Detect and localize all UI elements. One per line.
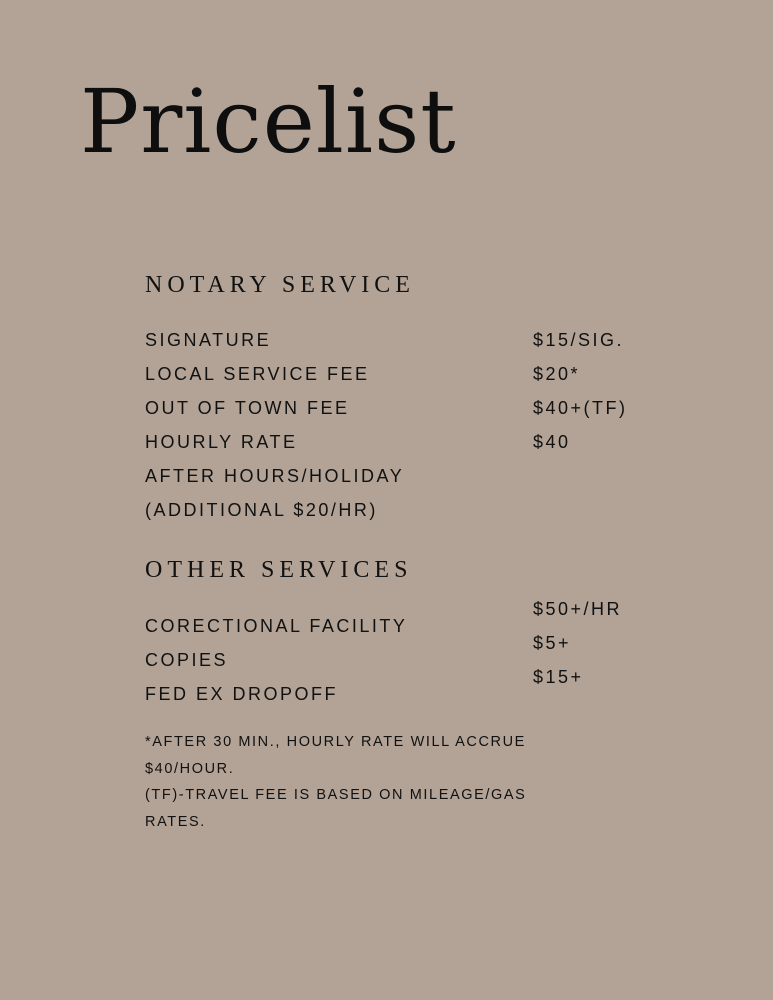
footnote-line-3: (TF)-TRAVEL FEE IS BASED ON MILEAGE/GAS	[145, 787, 527, 803]
notary-item-out-of-town-fee: OUT OF TOWN FEE	[145, 398, 350, 418]
other-price-correctional-facility: $50+/HR	[533, 599, 623, 619]
other-item-correctional-facility: CORECTIONAL FACILITY	[145, 616, 408, 636]
other-price-fedex-dropoff: $15+	[533, 667, 584, 687]
footnote-line-1: *AFTER 30 MIN., HOURLY RATE WILL ACCRUE	[145, 734, 526, 750]
notary-item-local-service-fee: LOCAL SERVICE FEE	[145, 364, 370, 384]
notary-item-additional-rate: (ADDITIONAL $20/HR)	[145, 500, 378, 520]
other-price-copies: $5+	[533, 633, 572, 653]
page-title: Pricelist	[80, 70, 457, 173]
footnote-line-2: $40/HOUR.	[145, 761, 235, 777]
notary-price-signature: $15/SIG.	[533, 330, 625, 350]
notary-item-signature: SIGNATURE	[145, 330, 272, 350]
footnote-line-4: RATES.	[145, 814, 206, 830]
notary-price-hourly-rate: $40	[533, 432, 571, 452]
notary-item-hourly-rate: HOURLY RATE	[145, 432, 298, 452]
other-item-fedex-dropoff: FED EX DROPOFF	[145, 684, 339, 704]
notary-price-local-service-fee: $20*	[533, 364, 581, 384]
notary-item-after-hours: AFTER HOURS/HOLIDAY	[145, 466, 405, 486]
notary-price-out-of-town-fee: $40+(TF)	[533, 398, 628, 418]
other-item-copies: COPIES	[145, 650, 229, 670]
notary-service-heading: NOTARY SERVICE	[145, 272, 415, 298]
other-services-heading: OTHER SERVICES	[145, 557, 413, 583]
